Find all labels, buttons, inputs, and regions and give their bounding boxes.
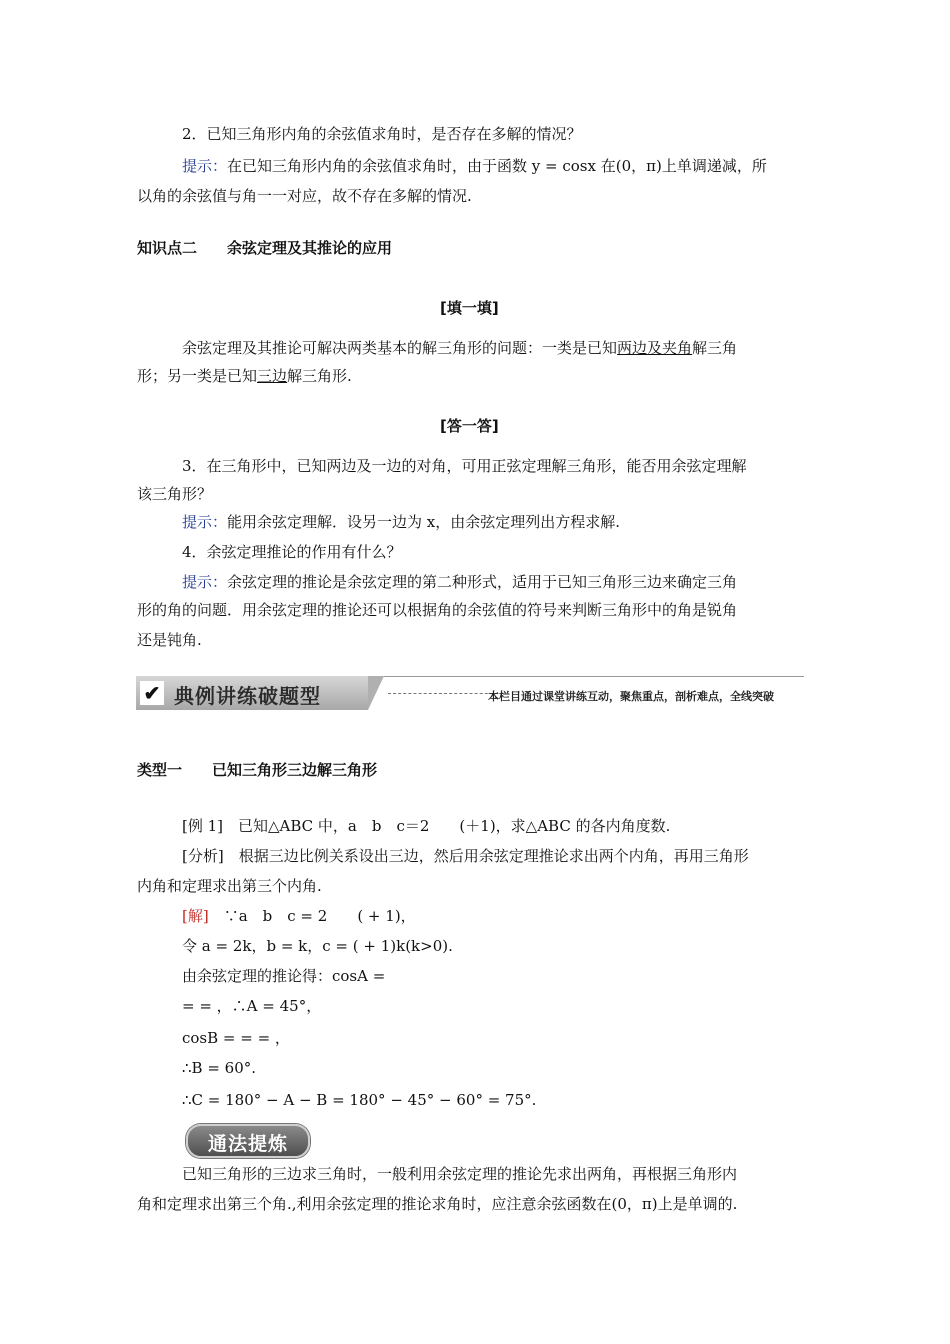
q2-hint-line-1	[182, 156, 767, 176]
example-1: [例 1] 已知△ABC 中，a b c＝2 (＋1)，求△ABC 的各内角度数.	[182, 817, 671, 835]
q2-hint-line-2: 以角的余弦值与角一一对应，故不存在多解的情况.	[137, 187, 472, 205]
hint-label: 提示：	[182, 513, 228, 531]
solution-text-1: ∵a b c = 2 ( + 1)，	[208, 907, 416, 925]
q2-hint-text: 在已知三角形内角的余弦值求角时，由于函数 y = cosx 在(0，π)上单调递减，所	[227, 157, 767, 175]
solution-line-2: 令 a = 2k，b = k，c = ( + 1)k(k>0).	[182, 937, 453, 955]
fill-text-b: 解三角	[692, 339, 738, 357]
fill-line-1	[182, 338, 737, 358]
answer-section-title: [答一答]	[440, 417, 499, 435]
analysis-line-1	[182, 846, 749, 866]
method-badge-label: 通法提炼	[207, 1133, 288, 1155]
q3-hint-text: 能用余弦定理解．设另一边为 x，由余弦定理列出方程求解.	[227, 513, 621, 531]
type-1-title: 类型一 已知三角形三边解三角形	[137, 761, 378, 779]
question-3-line-2: 该三角形？	[137, 485, 213, 503]
fill-line-2	[137, 366, 352, 386]
method-line-1: 已知三角形的三边求三角时，一般利用余弦定理的推论先求出两角，再根据三角形内	[182, 1165, 738, 1183]
analysis-line-2: 内角和定理求出第三个内角.	[137, 877, 322, 895]
hint-label: 提示：	[182, 157, 228, 175]
method-badge	[186, 1124, 310, 1158]
checkmark-icon: ✔	[140, 681, 164, 705]
question-4: 4．余弦定理推论的作用有什么？	[182, 543, 402, 561]
q4-hint-line-3: 还是钝角.	[137, 631, 202, 649]
q4-hint-text: 余弦定理的推论是余弦定理的第二种形式，适用于已知三角形三边来确定三角	[227, 573, 738, 591]
question-3-line-1: 3．在三角形中，已知两边及一边的对角，可用正弦定理解三角形，能否用余弦定理解	[182, 457, 747, 475]
solution-line-5: cosB = = = ，	[182, 1029, 290, 1047]
fill-text-c: 形；另一类是已知	[137, 367, 258, 385]
section-banner	[136, 676, 804, 710]
knowledge-point-2-title: 知识点二 余弦定理及其推论的应用	[137, 239, 393, 257]
solution-line-7: ∴C = 180° − A − B = 180° − 45° − 60° = 75°.	[182, 1091, 537, 1109]
q4-hint-line-1	[182, 572, 737, 592]
q4-hint-line-2: 形的角的问题．用余弦定理的推论还可以根据角的余弦值的符号来判断三角形中的角是锐角	[137, 601, 738, 619]
fill-section-title: [填一填]	[440, 299, 499, 317]
solution-line-3: 由余弦定理的推论得：cosA =	[182, 967, 386, 985]
banner-title: 典例讲练破题型	[174, 684, 321, 708]
solution-line-6: ∴B = 60°.	[182, 1059, 257, 1077]
analysis-text: 根据三边比例关系设出三边，然后用余弦定理推论求出两个内角，再用三角形	[223, 847, 749, 865]
banner-note: 本栏目通过课堂讲练互动，聚焦重点，剖析难点，全线突破	[488, 690, 774, 703]
solution-line-1	[182, 906, 416, 926]
fill-text-d: 解三角形.	[287, 367, 352, 385]
banner-dashed-rule	[388, 693, 498, 694]
question-2: 2．已知三角形内角的余弦值求角时，是否存在多解的情况？	[182, 125, 582, 143]
solution-line-4: = = ，∴A = 45°，	[182, 997, 322, 1015]
banner-slant	[368, 676, 384, 710]
fill-answer-2: 三边	[257, 367, 288, 385]
solution-label: [解]	[182, 907, 209, 925]
analysis-label: [分析]	[182, 847, 224, 865]
q3-hint	[182, 512, 620, 532]
fill-text-a: 余弦定理及其推论可解决两类基本的解三角形的问题：一类是已知	[182, 339, 618, 357]
fill-answer-1: 两边及夹角	[617, 339, 693, 357]
method-line-2: 角和定理求出第三个角.,利用余弦定理的推论求角时，应注意余弦函数在(0，π)上是单调的.	[137, 1195, 738, 1213]
hint-label: 提示：	[182, 573, 228, 591]
